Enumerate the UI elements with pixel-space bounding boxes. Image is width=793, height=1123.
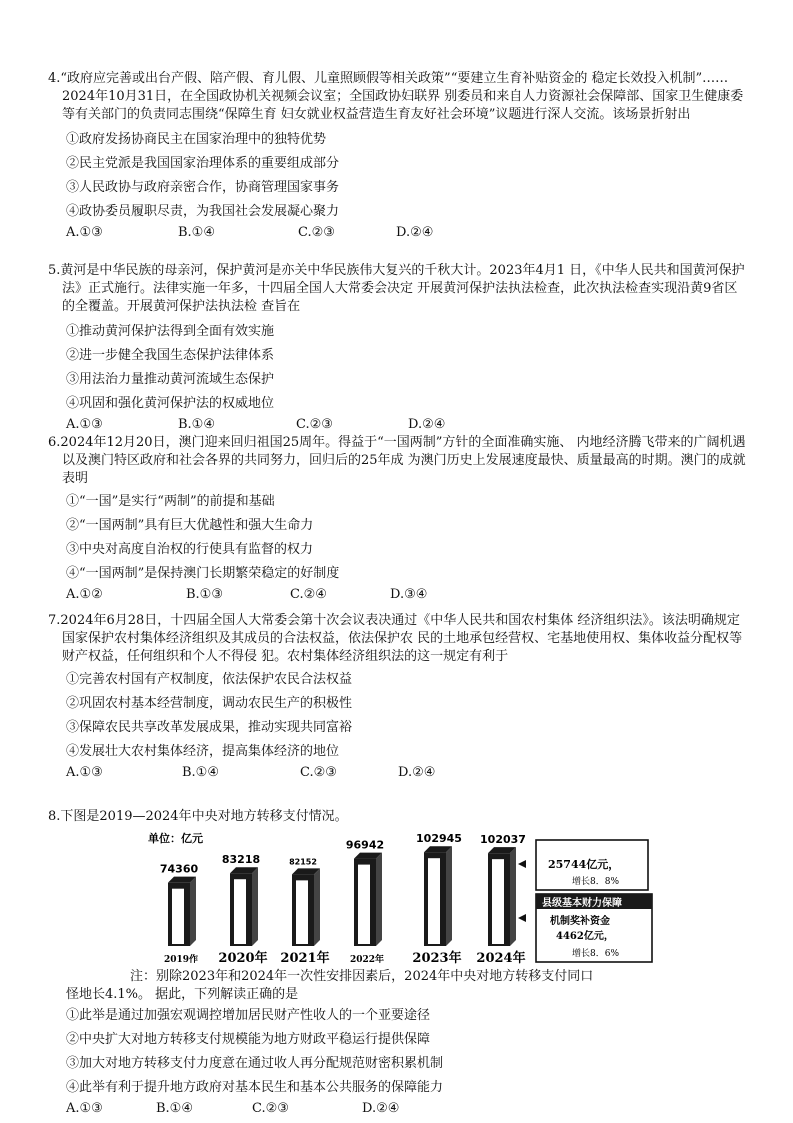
option-3: ③中央对高度自治权的行使具有监督的权力 <box>66 542 314 557</box>
callout-2-line-2: 4462亿元， <box>556 931 614 942</box>
option-4: ④“一国两制”是保持澳门长期繁荣稳定的好制度 <box>66 566 340 581</box>
option-1: ①“一国”是实行“两制”的前提和基础 <box>66 494 275 509</box>
bar-face <box>358 865 370 944</box>
answer-d[interactable]: D.③④ <box>390 587 428 602</box>
question-4 <box>48 70 748 244</box>
bar-side <box>314 868 320 946</box>
value-label: 83218 <box>221 853 261 867</box>
answer-row <box>48 224 748 244</box>
option-2: ②民主党派是我国国家治理体系的重要组成部分 <box>66 156 340 171</box>
option-1: ①此举是通过加强宏观调控增加居民财产性收人的一个亚要途径 <box>66 1008 431 1023</box>
answer-a[interactable]: A.①③ <box>66 1101 103 1116</box>
value-label: 82152 <box>289 857 317 867</box>
answer-c[interactable]: C.②④ <box>290 587 327 602</box>
bar-side <box>252 867 258 946</box>
bar-chart <box>148 828 658 968</box>
callout-2-title: 县级基本财力保障 <box>542 898 622 909</box>
category-label: 2024年 <box>476 951 526 966</box>
answer-c[interactable]: C.②③ <box>252 1101 289 1116</box>
option-3: ③保障农民共享改革发展成果，推动实现共同富裕 <box>66 720 353 735</box>
answer-b[interactable]: B.①④ <box>178 225 215 240</box>
option-1: ①推动黄河保护法得到全面有效实施 <box>66 324 275 339</box>
option-2: ②中央扩大对地方转移支付规模能为地方财政平稳运行提供保障 <box>66 1032 431 1047</box>
bar-face <box>296 880 308 944</box>
option-4: ④此举有利于提升地方政府对基本民生和基本公共服务的保障能力 <box>66 1080 444 1095</box>
answer-row <box>48 416 748 436</box>
value-label: 102037 <box>480 833 526 847</box>
answer-a[interactable]: A.①③ <box>66 225 103 240</box>
option-1: ①完善农村国有产权制度，依法保护农民合法权益 <box>66 672 353 687</box>
value-label: 74360 <box>159 862 199 876</box>
option-4: ④政协委员履职尽责，为我国社会发展凝心聚力 <box>66 204 340 219</box>
bar-side <box>446 846 452 946</box>
chart-note: 注：别除2023年和2024年一次性安排因素后，2024年中央对地方转移支付同口 <box>130 969 594 984</box>
answer-c[interactable]: C.②③ <box>300 765 337 780</box>
answer-c[interactable]: C.②③ <box>296 417 333 432</box>
callout-2-line-3: 增长8．6% <box>572 949 620 959</box>
answer-c[interactable]: C.②③ <box>298 225 335 240</box>
option-4: ④发展壮大农村集体经济，提高集体经济的地位 <box>66 744 340 759</box>
bar-side <box>510 847 516 946</box>
option-3: ③用法治力量推动黄河流域生态保护 <box>66 372 275 387</box>
answer-d[interactable]: D.②④ <box>362 1101 400 1116</box>
bar-face <box>428 858 440 944</box>
answer-a[interactable]: A.①③ <box>66 765 103 780</box>
callout-2-line-1: 机制奖补资金 <box>550 916 610 927</box>
bar-side <box>376 853 382 946</box>
bar-side <box>190 877 196 946</box>
option-2: ②巩固农村基本经营制度，调动农民生产的积极性 <box>66 696 353 711</box>
answer-b[interactable]: B.①④ <box>182 765 219 780</box>
answer-row <box>48 764 748 784</box>
option-1: ①政府发扬协商民主在国家治理中的独特优势 <box>66 132 327 147</box>
answer-b[interactable]: B.①④ <box>178 417 215 432</box>
callout-arrow <box>518 860 526 868</box>
question-stem: 4.“政府应完善或出台产假、陪产假、育儿假、儿童照顾假等相关政策”“要建立生育补贴资金的 稳定长效投入机制”……2024年10月31日，在全国政协机关视频会议室；全国政协妇联界 别委员和来自人力资源社会保障部、国家卫生健康委等有关部门的负责同志围绕“保障生育 妇女就业权益营造生育友好社会环境”议题进行深人交流。该场景折射出 <box>48 71 744 122</box>
category-label: 2023年 <box>412 951 462 966</box>
question-stem: 5.黄河是中华民族的母亲河，保护黄河是亦关中华民族伟大复兴的千秋大计。2023年4月1 日，《中华人民共和国黄河保护法》正式施行。法律实施一年多，十四届全国人大常委会决定 开展黄河保护法执法检查，此次执法检查实现沿黄9省区的全覆盖。开展黄河保护法执法检 查旨在 <box>48 263 745 314</box>
option-2: ②进一步健全我国生态保护法律体系 <box>66 348 275 363</box>
answer-row <box>48 586 748 606</box>
answer-b[interactable]: B.①④ <box>156 1101 193 1116</box>
question-5 <box>48 262 748 436</box>
answer-row <box>66 1100 746 1120</box>
chart-note-continued: 怪地长4.1%。 据此，下列解读正确的是 <box>66 987 299 1002</box>
callout-1-line-2: 增长8．8% <box>572 877 620 887</box>
answer-d[interactable]: D.②④ <box>396 225 434 240</box>
option-3: ③人民政协与政府亲密合作，协商管理国家事务 <box>66 180 340 195</box>
option-4: ④巩固和强化黄河保护法的权威地位 <box>66 396 275 411</box>
answer-a[interactable]: A.①② <box>66 587 103 602</box>
value-label: 96942 <box>345 838 385 852</box>
callout-1-line-1: 25744亿元， <box>548 858 620 871</box>
question-stem: 8.下图是2019—2024年中央对地方转移支付情况。 <box>48 809 348 824</box>
question-stem: 7.2024年6月28日，十四届全国人大常委会第十次会议表决通过《中华人民共和国农村集体 经济组织法》。该法明确规定国家保护农村集体经济组织及其成员的合法权益，依法保护农 民的土地承包经营权、宅基地使用权、集体收益分配权等财产权益，任何组织和个人不得侵 犯。农村集体经济组织法的这一规定有利于 <box>48 613 743 664</box>
value-label: 102945 <box>416 832 462 846</box>
question-stem: 6.2024年12月20日，澳门迎来回归祖国25周年。得益于“一国两制”方针的全面准确实施、 内地经济腾飞带来的广阔机遇以及澳门特区政府和社会各界的共同努力，回归后的25年成 为澳门历史上发展速度最快、质量最高的时期。澳门的成就表明 <box>48 435 746 486</box>
option-2: ②“一国两制”具有巨大优越性和强大生命力 <box>66 518 314 533</box>
question-6 <box>48 434 748 606</box>
category-label: 2022年 <box>349 955 385 965</box>
option-3: ③加大对地方转移支付力度意在通过收人再分配规范财密积累机制 <box>66 1056 444 1071</box>
unit-label: 单位：亿元 <box>148 832 203 845</box>
question-8-body <box>66 986 746 1120</box>
question-7 <box>48 612 748 784</box>
bar-face <box>492 859 504 944</box>
answer-a[interactable]: A.①③ <box>66 417 103 432</box>
answer-d[interactable]: D.②④ <box>408 417 446 432</box>
answer-b[interactable]: B.①③ <box>186 587 223 602</box>
answer-d[interactable]: D.②④ <box>398 765 436 780</box>
category-label: 2019作 <box>163 955 199 965</box>
category-label: 2020年 <box>218 951 268 966</box>
category-label: 2021年 <box>280 951 330 966</box>
callout-arrow <box>518 914 526 922</box>
bar-face <box>234 879 246 944</box>
bar-face <box>172 889 184 944</box>
transfer-payment-chart <box>148 828 658 968</box>
question-8 <box>48 808 748 826</box>
